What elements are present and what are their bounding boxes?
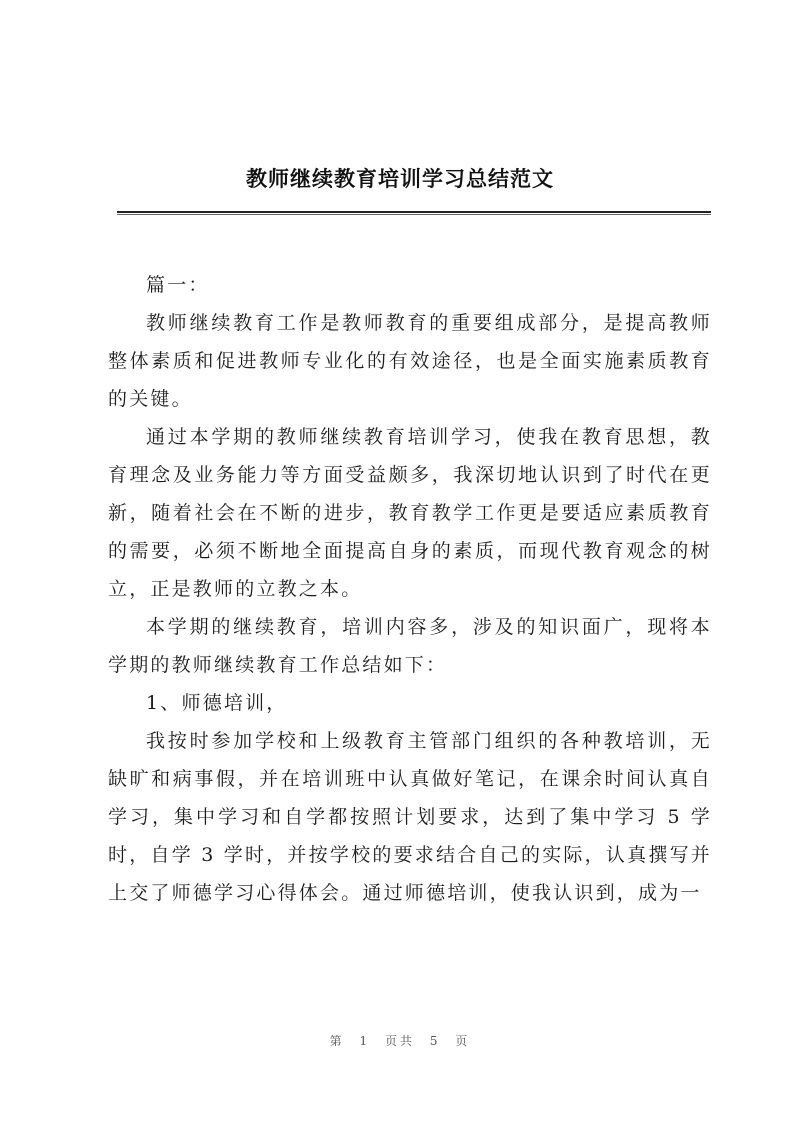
section-heading: 篇一： xyxy=(146,274,210,296)
page-label-middle: 页共 xyxy=(384,1034,415,1048)
title-divider-thin xyxy=(117,214,711,215)
title-divider xyxy=(117,211,711,213)
page-footer xyxy=(0,1032,800,1049)
current-page-number: 1 xyxy=(359,1034,371,1048)
paragraph: 本学期的继续教育，培训内容多，涉及的知识面广，现将本学期的教师继续教育工作总结如下： xyxy=(108,616,712,676)
page-label-prefix: 第 xyxy=(329,1034,345,1048)
paragraph: 教师继续教育工作是教师教育的重要组成部分，是提高教师整体素质和促进教师专业化的有效途径，也是全面实施素质教育的关键。 xyxy=(108,312,712,410)
total-pages-number: 5 xyxy=(429,1034,441,1048)
list-heading: 1、师德培训， xyxy=(146,692,288,714)
paragraph: 我按时参加学校和上级教育主管部门组织的各种教培训，无缺旷和病事假，并在培训班中认真做好笔记，在课余时间认真自学习，集中学习和自学都按照计划要求，达到了集中学习 5 学时，自学 3 学时，并按学校的要求结合自己的实际，认真撰写并上交了师德学习心得体会。通过师德培训，使我认识到，成为一 xyxy=(108,730,712,904)
document-body xyxy=(108,266,712,912)
document-title: 教师继续教育培训学习总结范文 xyxy=(246,167,554,191)
page-label-suffix: 页 xyxy=(455,1034,471,1048)
paragraph: 通过本学期的教师继续教育培训学习，使我在教育思想，教育理念及业务能力等方面受益颇多，我深切地认识到了时代在更新，随着社会在不断的进步，教育教学工作更是要适应素质教育的需要，必须不断地全面提高自身的素质，而现代教育观念的树立，正是教师的立教之本。 xyxy=(108,426,712,600)
